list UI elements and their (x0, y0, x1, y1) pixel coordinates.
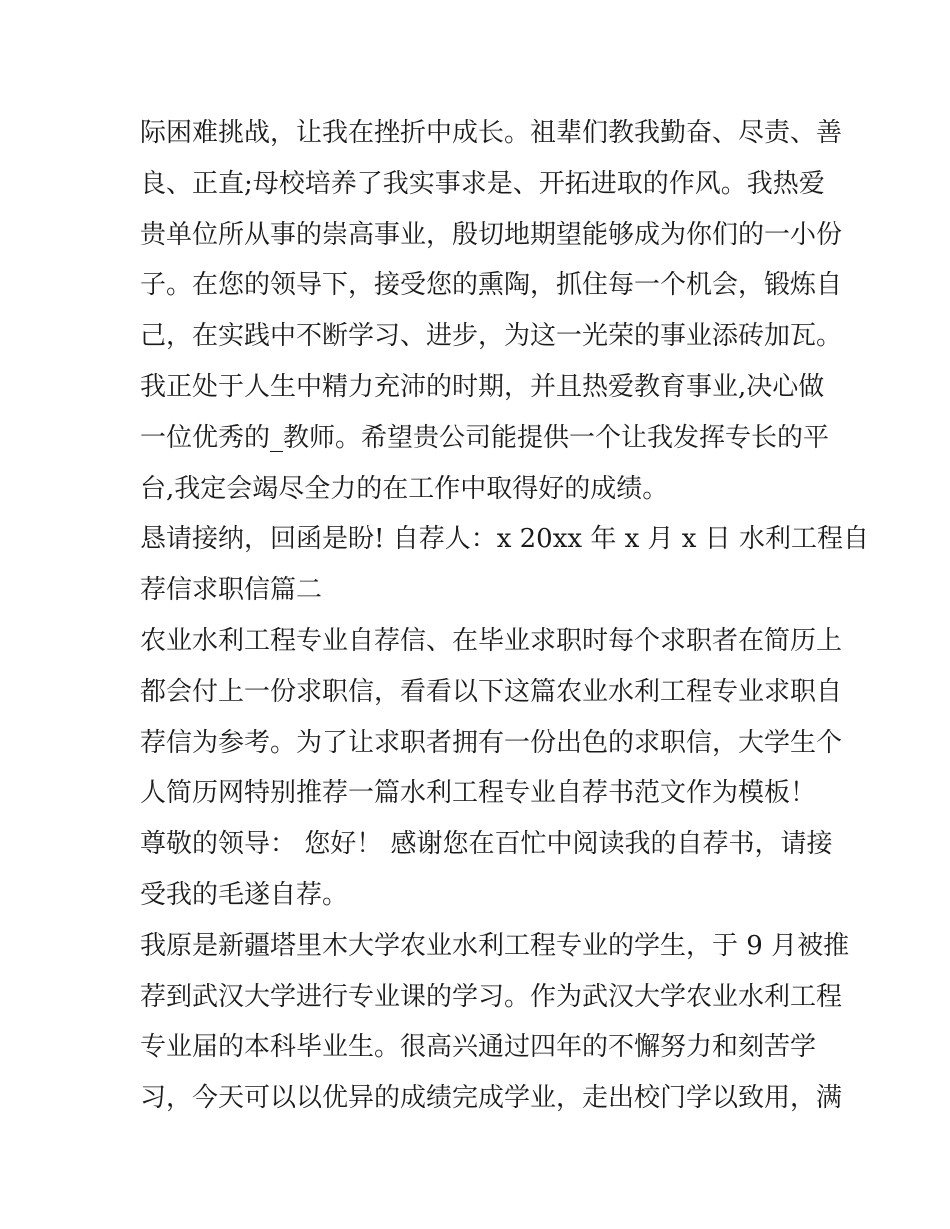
text-line: 贵单位所从事的崇高事业，殷切地期望能够成为你们的一小份 (140, 219, 843, 250)
text-line: 我原是新疆塔里木大学农业水利工程专业的学生，于 9 月被推 (140, 930, 850, 961)
text-line: 人简历网特别推荐一篇水利工程专业自荐书范文作为模板！ (140, 778, 817, 809)
text-line: 专业届的本科毕业生。很高兴通过四年的不懈努力和刻苦学 (140, 1032, 817, 1063)
text-line: 良、正直;母校培养了我实事求是、开拓进取的作风。我热爱 (140, 168, 825, 199)
text-line: 荐信为参考。为了让求职者拥有一份出色的求职信，大学生个 (140, 727, 843, 758)
body-text (140, 108, 869, 1124)
text-line: 际困难挑战，让我在挫折中成长。祖辈们教我勤奋、尽责、善 (140, 118, 843, 148)
text-line: 台,我定会竭尽全力的在工作中取得好的成绩。 (140, 473, 669, 504)
text-line: 荐信求职信篇二 (140, 575, 323, 606)
text-line: 尊敬的领导： 您好！ 感谢您在百忙中阅读我的自荐书，请接 (140, 829, 833, 860)
text-line: 恳请接纳，回函是盼! 自荐人：x 20xx 年 x 月 x 日 水利工程自 (140, 524, 869, 555)
text-line: 一位优秀的_教师。希望贵公司能提供一个让我发挥专长的平 (140, 422, 830, 453)
text-line: 我正处于人生中精力充沛的时期，并且热爱教育事业,决心做 (140, 371, 825, 402)
text-line: 都会付上一份求职信，看看以下这篇农业水利工程专业求职自 (140, 676, 843, 707)
text-line: 子。在您的领导下，接受您的熏陶，抓住每一个机会，锻炼自 (140, 270, 843, 301)
text-line: 习，今天可以以优异的成绩完成学业，走出校门学以致用，满 (140, 1083, 843, 1114)
text-line: 受我的毛遂自荐。 (140, 879, 349, 910)
text-line: 荐到武汉大学进行专业课的学习。作为武汉大学农业水利工程 (140, 981, 843, 1012)
text-line: 己，在实践中不断学习、进步，为这一光荣的事业添砖加瓦。 (140, 321, 843, 352)
text-line: 农业水利工程专业自荐信、在毕业求职时每个求职者在简历上 (140, 625, 843, 656)
